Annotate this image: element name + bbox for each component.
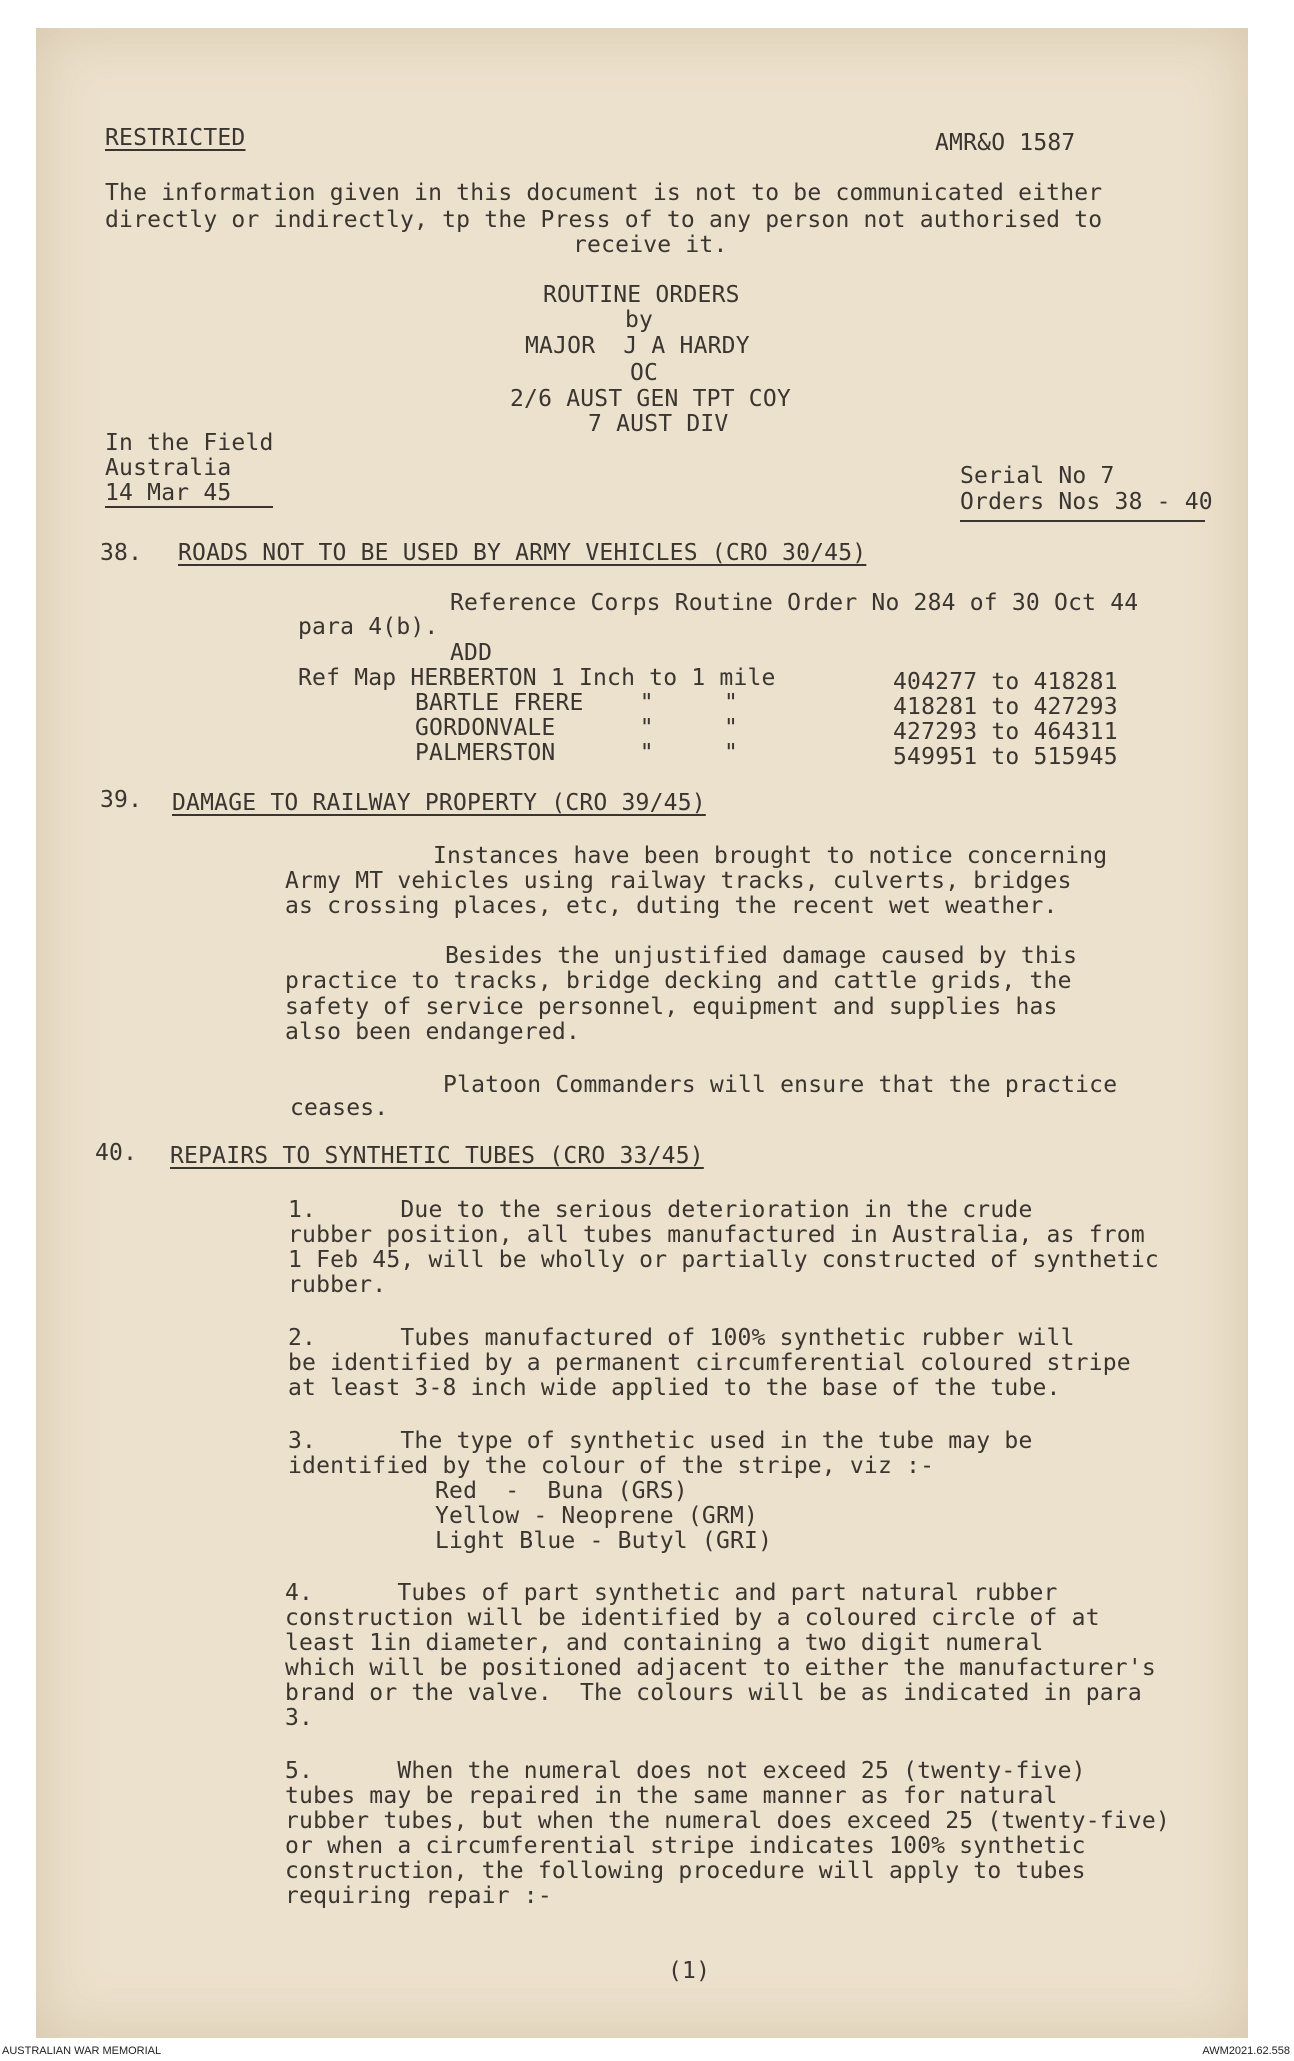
map-ref-range-1: 404277 to 418281 [893, 669, 1118, 695]
s40-p2-line-3: at least 3-8 inch wide applied to the base of the tube. [288, 1375, 1061, 1401]
s40-p3-line-1: 3. The type of synthetic used in the tube may be [288, 1428, 1033, 1454]
s40-p2-line-2: be identified by a permanent circumferential coloured stripe [288, 1350, 1131, 1376]
s40-p4-line-6: 3. [285, 1705, 314, 1731]
s40-p4-line-4: which will be positioned adjacent to either the manufacturer's [285, 1655, 1156, 1681]
notice-line-1: The information given in this document is not to be communicated either [105, 180, 1103, 206]
section-39-para2-line-4: also been endangered. [285, 1019, 580, 1045]
classification: RESTRICTED [105, 125, 246, 151]
s40-p4-line-2: construction will be identified by a coloured circle of at [285, 1605, 1100, 1631]
footer-source: AUSTRALIAN WAR MEMORIAL [2, 2045, 162, 2057]
map-ref-range-4: 549951 to 515945 [893, 744, 1118, 770]
section-39-para2-line-2: practice to tracks, bridge decking and cattle grids, the [285, 968, 1072, 994]
s40-p5-line-5: construction, the following procedure will apply to tubes [285, 1858, 1086, 1884]
footer-accession-number: AWM2021.62.558 [1202, 2045, 1290, 2057]
section-39-para1-line-3: as crossing places, etc, duting the recent wet weather. [285, 893, 1058, 919]
title-line-1: ROUTINE ORDERS [543, 282, 740, 308]
s40-p5-line-6: requiring repair :- [285, 1883, 552, 1909]
map-ref-place-2: BARTLE FRERE " " [415, 690, 739, 716]
serial-underline [960, 520, 1205, 522]
title-line-4: OC [630, 360, 659, 386]
s40-p1-line-1: 1. Due to the serious deterioration in the crude [288, 1197, 1033, 1223]
section-38-add: ADD [450, 640, 493, 666]
section-38-ref-line-2: para 4(b). [298, 614, 439, 640]
stripe-colour-yellow: Yellow - Neoprene (GRM) [435, 1503, 759, 1529]
s40-p5-line-2: tubes may be repaired in the same manner as for natural [285, 1783, 1058, 1809]
s40-p4-line-3: least 1in diameter, and containing a two digit numeral [285, 1630, 1044, 1656]
stripe-colour-light-blue: Light Blue - Butyl (GRI) [435, 1528, 773, 1554]
s40-p3-line-2: identified by the colour of the stripe, viz :- [288, 1453, 935, 1479]
s40-p2-line-1: 2. Tubes manufactured of 100% synthetic rubber will [288, 1325, 1075, 1351]
map-ref-range-3: 427293 to 464311 [893, 719, 1118, 745]
orders-numbers: Orders Nos 38 - 40 [960, 489, 1213, 515]
title-line-2: by [625, 307, 654, 333]
section-39-para2-line-1: Besides the unjustified damage caused by this [445, 943, 1078, 969]
stripe-colour-red: Red - Buna (GRS) [435, 1478, 688, 1504]
section-39-para2-line-3: safety of service personnel, equipment and supplies has [285, 994, 1058, 1020]
section-39-para3-line-2: ceases. [290, 1095, 389, 1121]
map-ref-place-3: GORDONVALE " " [415, 715, 739, 741]
s40-p1-line-4: rubber. [288, 1272, 387, 1298]
reference-number: AMR&O 1587 [935, 130, 1076, 156]
map-ref-place-1: Ref Map HERBERTON 1 Inch to 1 mile [298, 665, 776, 691]
map-ref-place-4: PALMERSTON " " [415, 740, 739, 766]
section-39-para3-line-1: Platoon Commanders will ensure that the practice [443, 1072, 1118, 1098]
s40-p5-line-1: 5. When the numeral does not exceed 25 (twenty-five) [285, 1758, 1086, 1784]
section-39-number: 39. [100, 787, 143, 813]
section-39-heading: DAMAGE TO RAILWAY PROPERTY (CRO 39/45) [172, 790, 706, 816]
section-38-heading: ROADS NOT TO BE USED BY ARMY VEHICLES (CRO 30/45) [178, 540, 867, 566]
section-38-number: 38. [100, 540, 143, 566]
section-38-ref-line-1: Reference Corps Routine Order No 284 of 30 Oct 44 [450, 590, 1139, 616]
s40-p1-line-2: rubber position, all tubes manufactured in Australia, as from [288, 1222, 1145, 1248]
page-number: (1) [668, 1958, 711, 1984]
s40-p1-line-3: 1 Feb 45, will be wholly or partially constructed of synthetic [288, 1247, 1159, 1273]
s40-p4-line-5: brand or the valve. The colours will be as indicated in para [285, 1680, 1142, 1706]
section-39-para1-line-1: Instances have been brought to notice concerning [433, 843, 1108, 869]
location-date: 14 Mar 45 [105, 480, 232, 506]
notice-line-2: directly or indirectly, tp the Press of to any person not authorised to [105, 207, 1103, 233]
title-line-6: 7 AUST DIV [588, 411, 729, 437]
title-line-3: MAJOR J A HARDY [525, 333, 750, 359]
location-underline [105, 506, 273, 508]
section-40-number: 40. [95, 1140, 138, 1166]
serial-number: Serial No 7 [960, 463, 1115, 489]
section-40-heading: REPAIRS TO SYNTHETIC TUBES (CRO 33/45) [170, 1143, 704, 1169]
location-line-1: In the Field [105, 430, 274, 456]
section-39-para1-line-2: Army MT vehicles using railway tracks, culverts, bridges [285, 868, 1072, 894]
title-line-5: 2/6 AUST GEN TPT COY [510, 386, 791, 412]
s40-p5-line-4: or when a circumferential stripe indicates 100% synthetic [285, 1833, 1086, 1859]
s40-p5-line-3: rubber tubes, but when the numeral does exceed 25 (twenty-five) [285, 1808, 1170, 1834]
location-line-2: Australia [105, 455, 232, 481]
s40-p4-line-1: 4. Tubes of part synthetic and part natural rubber [285, 1580, 1058, 1606]
map-ref-range-2: 418281 to 427293 [893, 694, 1118, 720]
notice-line-3: receive it. [573, 232, 728, 258]
